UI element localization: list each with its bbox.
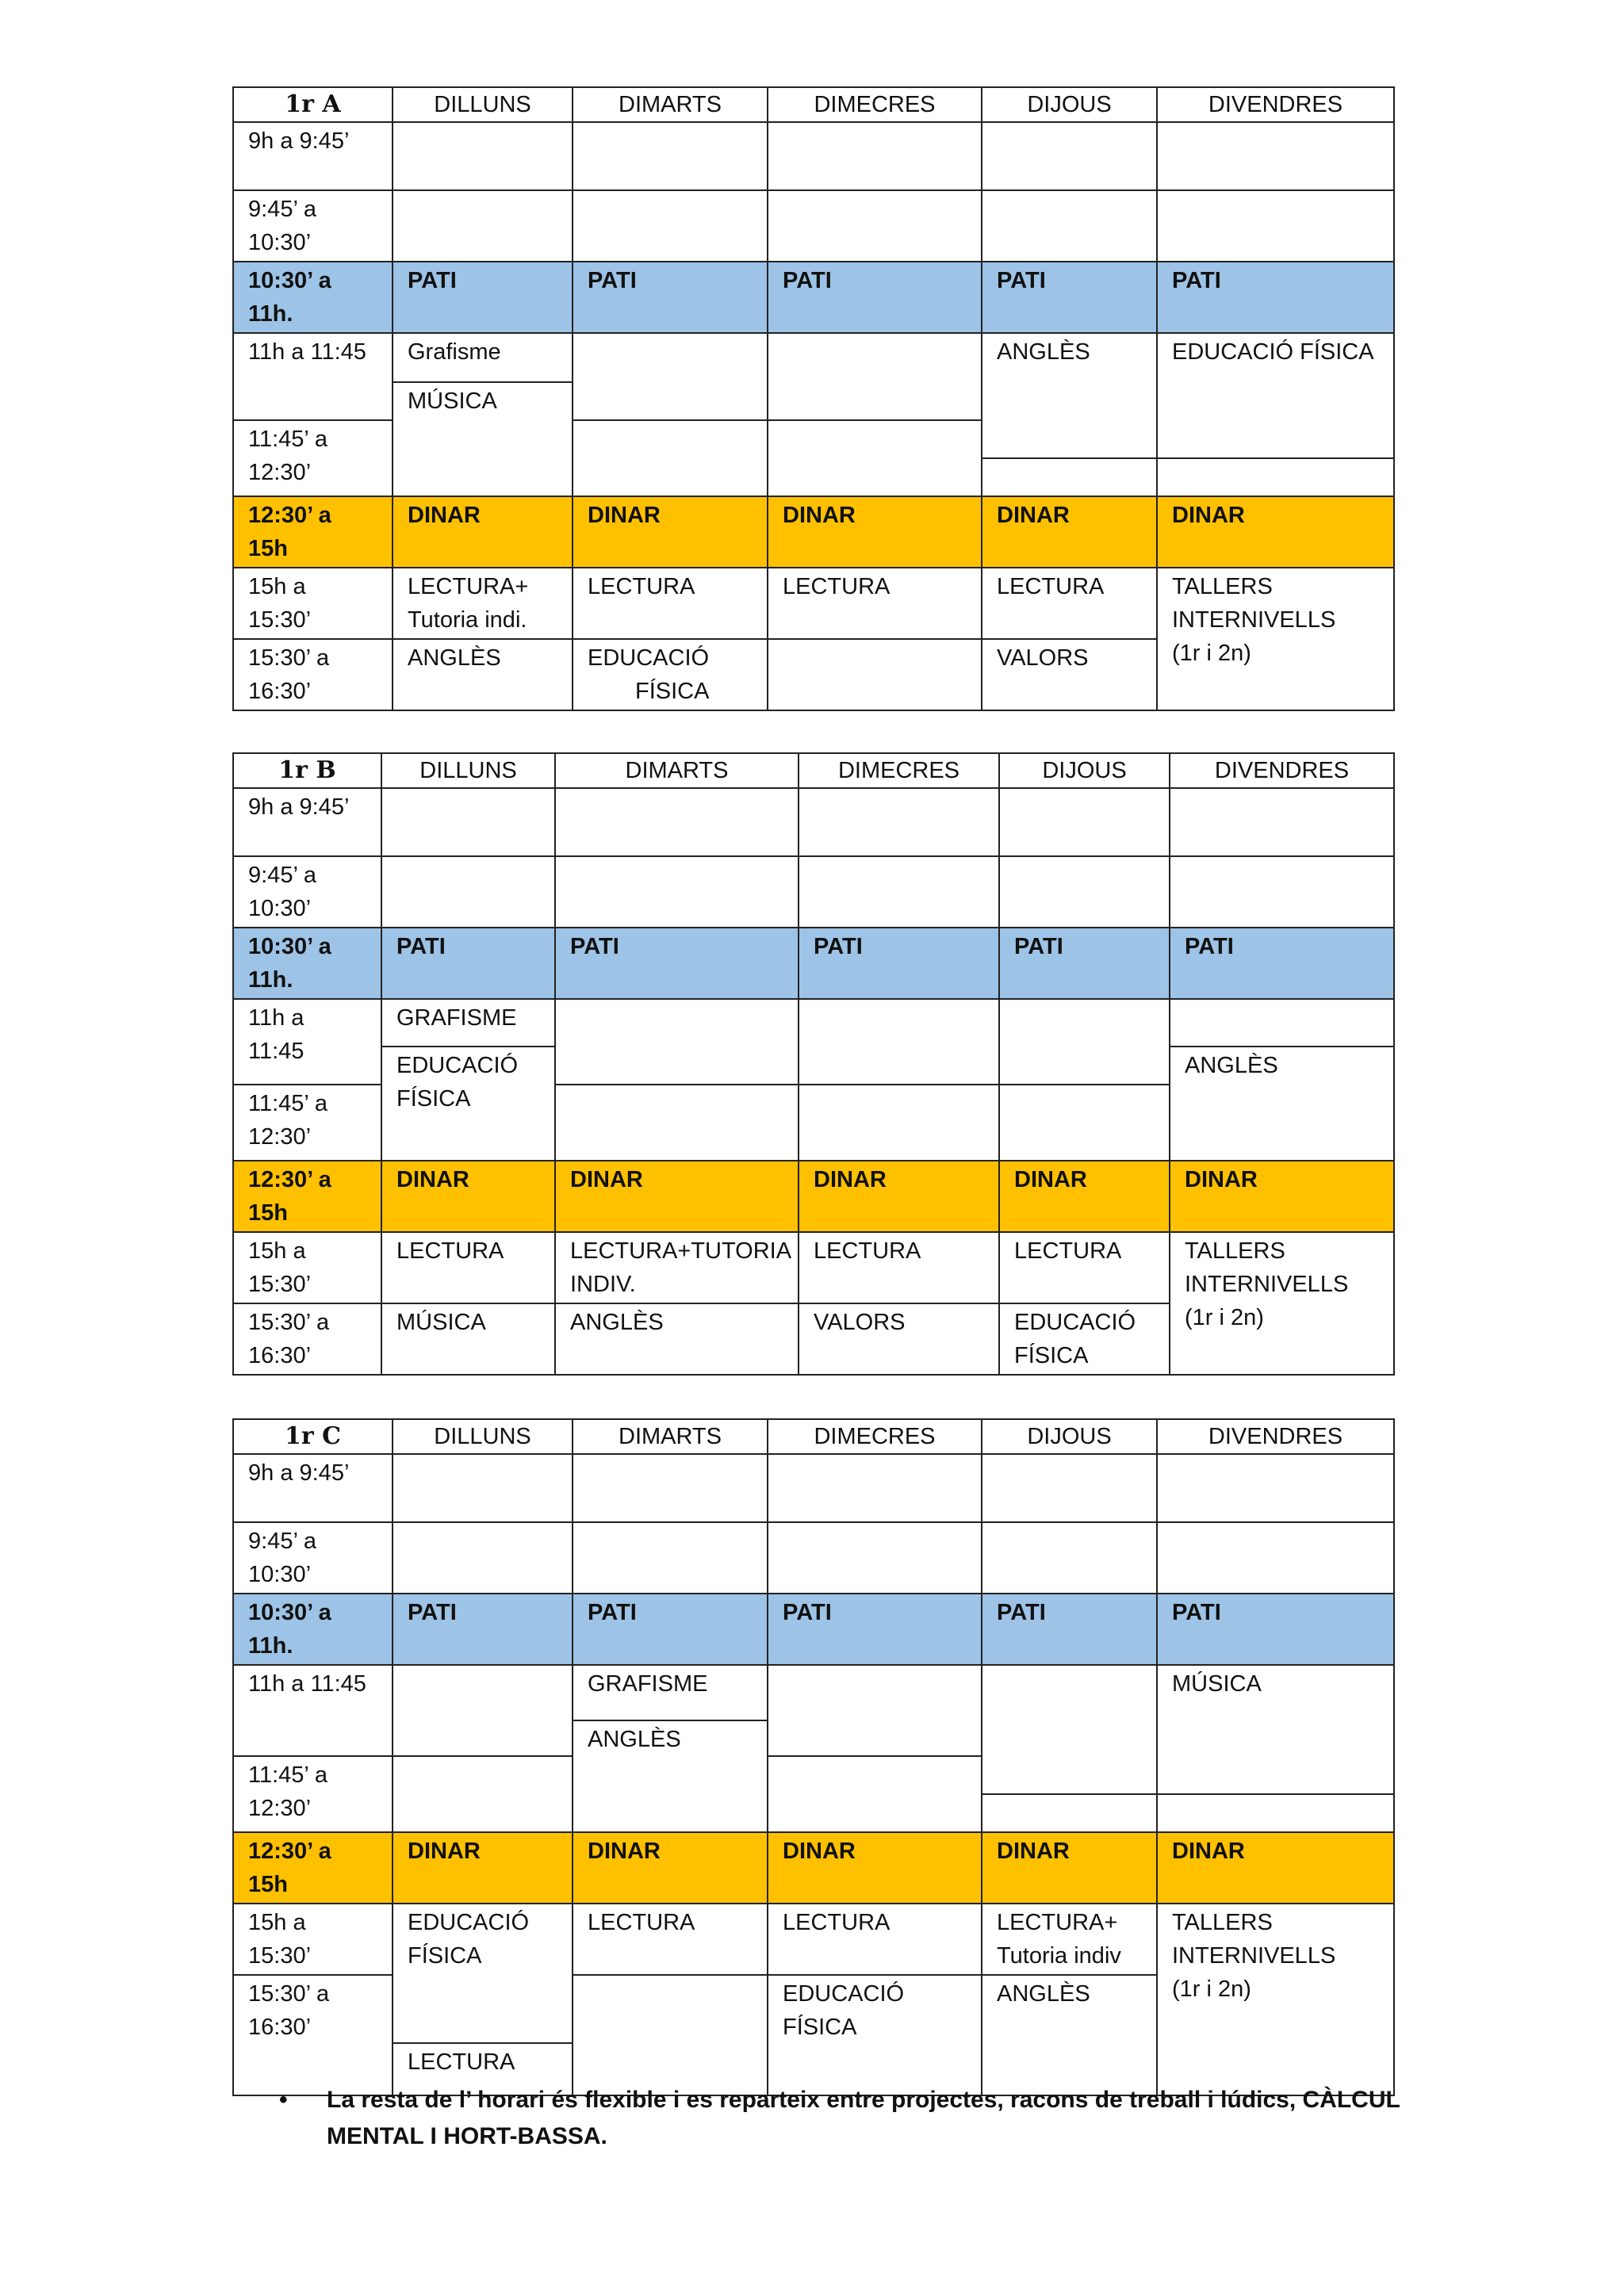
table-row [233,856,1394,928]
table-row [233,1232,1394,1303]
dinar-cell: DINAR [768,496,982,568]
time-slot: 12:30’ a 15h [233,496,393,568]
subject-cell: ANGLÈS [982,333,1157,458]
empty-cell [799,856,999,928]
subject-cell: MÚSICA [381,1303,555,1375]
header-row [233,753,1394,788]
empty-cell [381,788,555,856]
day-header: DILLUNS [381,753,555,788]
empty-cell [573,1975,768,2095]
time-slot: 10:30’ a 11h. [233,262,393,333]
header-row [233,87,1394,122]
time-slot: 15:30’ a 16:30’ [233,639,393,710]
empty-cell [1157,458,1394,496]
day-header: DIJOUS [982,1419,1157,1454]
pati-cell: PATI [573,1594,768,1665]
subject-cell: EDUCACIÓ FÍSICA [768,1975,982,2095]
subject-cell: VALORS [799,1303,999,1375]
subject-cell: LECTURA+ Tutoria indiv [982,1904,1157,1975]
day-header: DILLUNS [393,1419,573,1454]
class-label: 1r B [233,753,381,788]
dinar-cell: DINAR [573,1832,768,1904]
subject-cell: MÚSICA [393,382,573,496]
empty-cell [799,999,999,1085]
empty-cell [999,999,1170,1085]
time-slot: 11:45’ a 12:30’ [233,1756,393,1832]
pati-cell: PATI [982,262,1157,333]
dinar-cell: DINAR [999,1161,1170,1232]
empty-cell [393,190,573,262]
dinar-cell: DINAR [982,1832,1157,1904]
time-slot: 11:45’ a 12:30’ [233,420,393,496]
day-header: DIVENDRES [1157,1419,1394,1454]
subject-cell: LECTURA [982,568,1157,639]
dinar-cell: DINAR [799,1161,999,1232]
day-header: DIMECRES [799,753,999,788]
schedule-table-1r-a [232,86,1395,711]
empty-cell [573,190,768,262]
empty-cell [1170,788,1394,856]
empty-cell [573,1454,768,1522]
empty-cell [573,1522,768,1594]
day-header: DIMARTS [573,87,768,122]
empty-cell [768,1756,982,1832]
empty-cell [999,788,1170,856]
time-slot: 11h a 11:45 [233,999,381,1085]
empty-cell [982,1454,1157,1522]
day-header: DIMECRES [768,1419,982,1454]
dinar-cell: DINAR [381,1161,555,1232]
table-row [233,568,1394,639]
pati-cell: PATI [555,928,799,999]
dinar-row [233,496,1394,568]
pati-cell: PATI [573,262,768,333]
empty-cell [768,1454,982,1522]
empty-cell [393,1454,573,1522]
empty-cell [1157,1454,1394,1522]
empty-cell [393,1756,573,1832]
subject-cell: LECTURA [768,568,982,639]
day-header: DIMECRES [768,87,982,122]
day-header: DILLUNS [393,87,573,122]
empty-cell [799,788,999,856]
empty-cell [573,420,768,496]
empty-cell [393,1522,573,1594]
day-header: DIJOUS [982,87,1157,122]
subject-cell: EDUCACIÓ FÍSICA [573,639,768,710]
tallers-cell: TALLERS INTERNIVELLS (1r i 2n) [1157,1904,1394,2095]
empty-cell [768,190,982,262]
subject-cell: EDUCACIÓ FÍSICA [381,1047,555,1161]
day-header: DIVENDRES [1157,87,1394,122]
class-label: 1r C [233,1419,393,1454]
empty-cell [982,190,1157,262]
time-slot: 15h a 15:30’ [233,568,393,639]
bullet-icon: • [279,2087,288,2113]
subject-cell: LECTURA+ Tutoria indi. [393,568,573,639]
empty-cell [768,420,982,496]
table-row [233,788,1394,856]
dinar-row [233,1161,1394,1232]
time-slot: 9:45’ a 10:30’ [233,856,381,928]
subject-cell: LECTURA [999,1232,1170,1303]
empty-cell [999,856,1170,928]
pati-row [233,928,1394,999]
pati-cell: PATI [1157,262,1394,333]
time-slot: 11:45’ a 12:30’ [233,1085,381,1161]
table-row [233,190,1394,262]
empty-cell [573,333,768,420]
dinar-cell: DINAR [1170,1161,1394,1232]
subject-cell: EDUCACIÓ FÍSICA [393,1904,573,2043]
subject-cell: EDUCACIÓ FÍSICA [1157,333,1394,458]
empty-cell [768,639,982,710]
header-row [233,1419,1394,1454]
schedule-table-1r-c [232,1418,1395,2096]
empty-cell [799,1085,999,1161]
day-header: DIMARTS [555,753,799,788]
empty-cell [573,122,768,190]
subject-cell: LECTURA [381,1232,555,1303]
time-slot: 9h a 9:45’ [233,788,381,856]
dinar-cell: DINAR [573,496,768,568]
empty-cell [768,122,982,190]
time-slot: 11h a 11:45 [233,333,393,420]
subject-cell: ANGLÈS [573,1720,768,1832]
subject-cell: GRAFISME [573,1665,768,1720]
pati-cell: PATI [1157,1594,1394,1665]
pati-cell: PATI [1170,928,1394,999]
empty-cell [982,1522,1157,1594]
empty-cell [982,1794,1157,1832]
pati-cell: PATI [999,928,1170,999]
time-slot: 15:30’ a 16:30’ [233,1303,381,1375]
pati-cell: PATI [799,928,999,999]
subject-cell: LECTURA [573,568,768,639]
empty-cell [982,458,1157,496]
subject-cell: ANGLÈS [555,1303,799,1375]
subject-cell: LECTURA [799,1232,999,1303]
empty-cell [555,999,799,1085]
time-slot: 12:30’ a 15h [233,1161,381,1232]
subject-cell: ANGLÈS [393,639,573,710]
pati-cell: PATI [768,262,982,333]
day-header: DIJOUS [999,753,1170,788]
time-slot: 15h a 15:30’ [233,1232,381,1303]
time-slot: 9:45’ a 10:30’ [233,1522,393,1594]
empty-cell [768,1665,982,1756]
dinar-cell: DINAR [1157,1832,1394,1904]
dinar-cell: DINAR [768,1832,982,1904]
pati-row [233,1594,1394,1665]
subject-cell: ANGLÈS [1170,1047,1394,1161]
dinar-cell: DINAR [555,1161,799,1232]
table-row [233,1454,1394,1522]
table-row [233,333,1394,382]
tallers-cell: TALLERS INTERNIVELLS (1r i 2n) [1170,1232,1394,1375]
time-slot: 11h a 11:45 [233,1665,393,1756]
pati-row [233,262,1394,333]
dinar-row [233,1832,1394,1904]
dinar-cell: DINAR [393,1832,573,1904]
pati-cell: PATI [393,1594,573,1665]
footnote: La resta de l’ horari és flexible i es reparteix entre projectes, racons de treball i lúdics, CÀLCUL MENTAL I HORT-BASSA. [327,2087,1400,2149]
empty-cell [982,1665,1157,1794]
empty-cell [1170,999,1394,1047]
empty-cell [555,856,799,928]
subject-cell: LECTURA [768,1904,982,1975]
day-header: DIMARTS [573,1419,768,1454]
time-slot: 9:45’ a 10:30’ [233,190,393,262]
table-row [233,1665,1394,1720]
tallers-cell: TALLERS INTERNIVELLS (1r i 2n) [1157,568,1394,710]
time-slot: 15:30’ a 16:30’ [233,1975,393,2095]
empty-cell [555,1085,799,1161]
subject-cell: VALORS [982,639,1157,710]
empty-cell [393,1665,573,1756]
empty-cell [393,122,573,190]
subject-cell: LECTURA [393,2043,573,2095]
dinar-cell: DINAR [982,496,1157,568]
time-slot: 12:30’ a 15h [233,1832,393,1904]
pati-cell: PATI [393,262,573,333]
subject-cell: LECTURA+TUTORIA INDIV. [555,1232,799,1303]
empty-cell [555,788,799,856]
empty-cell [999,1085,1170,1161]
empty-cell [1157,1522,1394,1594]
subject-cell: Grafisme [393,333,573,382]
empty-cell [768,333,982,420]
schedule-table-1r-b [232,752,1395,1376]
table-row [233,1522,1394,1594]
empty-cell [982,122,1157,190]
subject-cell: EDUCACIÓ FÍSICA [999,1303,1170,1375]
empty-cell [768,1522,982,1594]
empty-cell [1157,1794,1394,1832]
subject-cell: ANGLÈS [982,1975,1157,2095]
time-slot: 10:30’ a 11h. [233,928,381,999]
empty-cell [381,856,555,928]
table-row [233,122,1394,190]
empty-cell [1157,190,1394,262]
subject-cell: MÚSICA [1157,1665,1394,1794]
dinar-cell: DINAR [393,496,573,568]
empty-cell [1170,856,1394,928]
pati-cell: PATI [982,1594,1157,1665]
table-row [233,1904,1394,1975]
dinar-cell: DINAR [1157,496,1394,568]
subject-cell: LECTURA [573,1904,768,1975]
time-slot: 15h a 15:30’ [233,1904,393,1975]
class-label: 1r A [233,87,393,122]
time-slot: 9h a 9:45’ [233,122,393,190]
empty-cell [1157,122,1394,190]
table-row [233,999,1394,1047]
time-slot: 10:30’ a 11h. [233,1594,393,1665]
pati-cell: PATI [381,928,555,999]
day-header: DIVENDRES [1170,753,1394,788]
subject-cell: GRAFISME [381,999,555,1047]
pati-cell: PATI [768,1594,982,1665]
time-slot: 9h a 9:45’ [233,1454,393,1522]
